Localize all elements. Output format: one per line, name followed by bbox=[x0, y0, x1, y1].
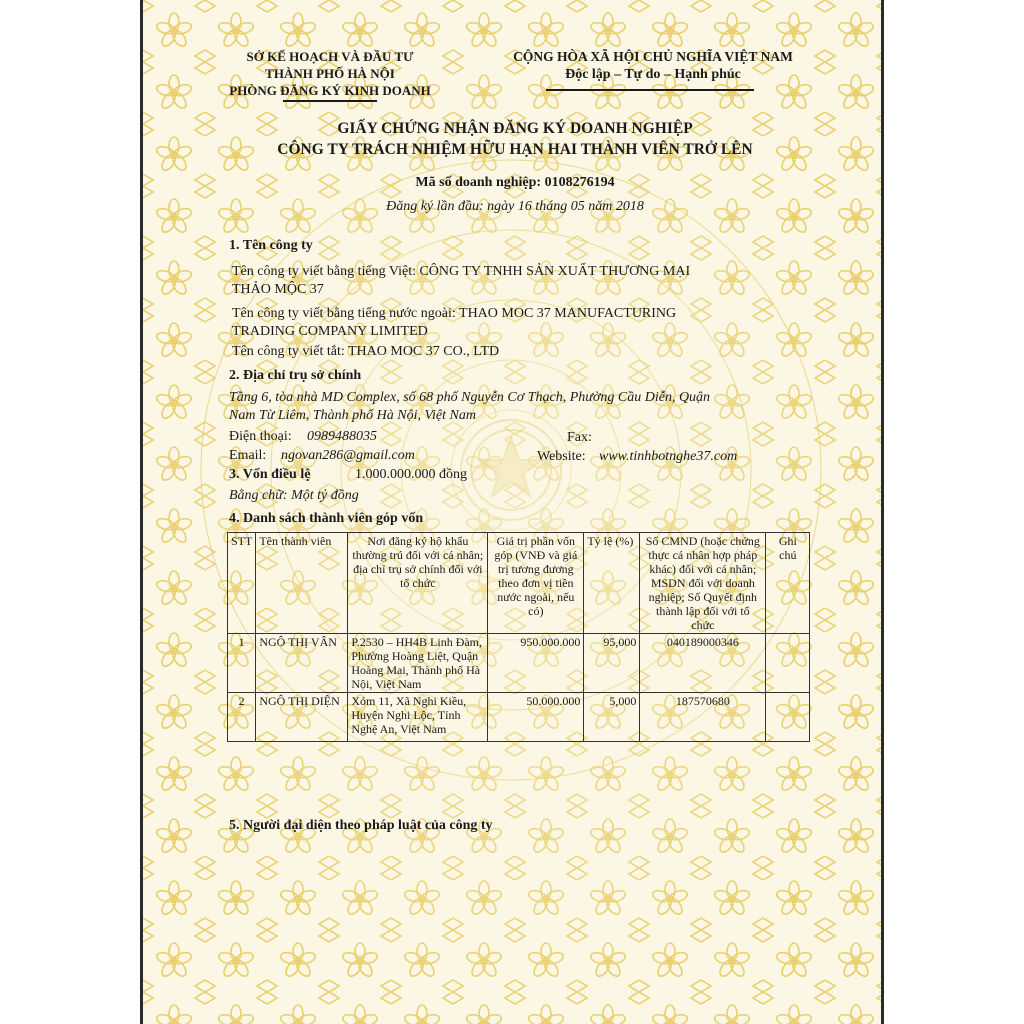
header-left-underline bbox=[283, 100, 377, 102]
member-capital: 950.000.000 bbox=[488, 634, 584, 693]
vietnamese-name-line2: THẢO MỘC 37 bbox=[232, 282, 324, 297]
table-row bbox=[228, 693, 810, 742]
member-id-number: 040189000346 bbox=[640, 634, 766, 693]
member-name: NGÔ THỊ VÂN bbox=[256, 634, 348, 693]
vietnamese-name-line1: Tên công ty viết bằng tiếng Việt: CÔNG TY TNHH SẢN XUẤT THƯƠNG MẠI bbox=[232, 264, 691, 279]
member-note bbox=[766, 634, 810, 693]
section-5-heading: 5. Người đại diện theo pháp luật của công ty bbox=[229, 818, 493, 833]
foreign-name-line2: TRADING COMPANY LIMITED bbox=[232, 324, 428, 339]
member-ratio: 95,000 bbox=[584, 634, 640, 693]
section-1-heading: 1. Tên công ty bbox=[229, 238, 313, 253]
member-capital: 50.000.000 bbox=[488, 693, 584, 742]
issuer-office: PHÒNG ĐĂNG KÝ KINH DOANH bbox=[229, 83, 431, 98]
header-right-underline bbox=[546, 89, 754, 91]
issuer-department: SỞ KẾ HOẠCH VÀ ĐẦU TƯ bbox=[246, 49, 414, 64]
country-name: CỘNG HÒA XÃ HỘI CHỦ NGHĨA VIỆT NAM bbox=[513, 49, 793, 64]
table-row bbox=[228, 634, 810, 693]
email-label: Email: bbox=[229, 448, 267, 463]
phone-value: 0989488035 bbox=[307, 429, 377, 444]
phone-label: Điện thoại: bbox=[229, 429, 292, 444]
website-label: Website: bbox=[537, 449, 586, 464]
column-header: Nơi đăng ký hộ khẩu thường trú đối với cá nhân; địa chỉ trụ sở chính đối với tổ chức bbox=[348, 533, 488, 634]
section-4-heading: 4. Danh sách thành viên góp vốn bbox=[229, 511, 424, 526]
table-header-row bbox=[228, 533, 810, 634]
member-ratio: 5,000 bbox=[584, 693, 640, 742]
member-stt: 1 bbox=[228, 634, 256, 693]
charter-capital-in-words: Bằng chữ: Một tỷ đồng bbox=[229, 488, 359, 503]
column-header: Tỷ lệ (%) bbox=[584, 533, 640, 634]
column-header: Ghi chú bbox=[766, 533, 810, 634]
issuer-city: THÀNH PHỐ HÀ NỘI bbox=[265, 66, 395, 81]
member-address: P.2530 – HH4B Linh Đàm, Phường Hoàng Liệt, Quận Hoàng Mai, Thành phố Hà Nội, Việt Nam bbox=[348, 634, 488, 693]
company-type-title: CÔNG TY TRÁCH NHIỆM HỮU HẠN HAI THÀNH VIÊN TRỞ LÊN bbox=[277, 141, 753, 158]
column-header: Số CMND (hoặc chứng thực cá nhân hợp pháp khác) đối với cá nhân; MSDN đối với doanh nghiệp; Số Quyết định thành lập đối với tổ chức bbox=[640, 533, 766, 634]
email-value: ngovan286@gmail.com bbox=[281, 448, 415, 463]
enterprise-code: Mã số doanh nghiệp: 0108276194 bbox=[415, 175, 615, 190]
column-header: Tên thành viên bbox=[256, 533, 348, 634]
section-3-heading: 3. Vốn điều lệ bbox=[229, 467, 311, 482]
address-line2: Nam Từ Liêm, Thành phố Hà Nội, Việt Nam bbox=[229, 408, 476, 423]
first-registration-date: Đăng ký lần đầu: ngày 16 tháng 05 năm 2018 bbox=[386, 199, 644, 214]
member-name: NGÔ THỊ DIỆN bbox=[256, 693, 348, 742]
certificate-title: GIẤY CHỨNG NHẬN ĐĂNG KÝ DOANH NGHIỆP bbox=[337, 120, 693, 137]
national-motto: Độc lập – Tự do – Hạnh phúc bbox=[565, 67, 741, 82]
certificate-page bbox=[140, 0, 884, 1024]
member-stt: 2 bbox=[228, 693, 256, 742]
member-note bbox=[766, 693, 810, 742]
address-line1: Tầng 6, tòa nhà MD Complex, số 68 phố Nguyễn Cơ Thạch, Phường Cầu Diễn, Quận bbox=[229, 390, 711, 405]
foreign-name-line1: Tên công ty viết bằng tiếng nước ngoài: THAO MOC 37 MANUFACTURING bbox=[232, 306, 677, 321]
member-address: Xóm 11, Xã Nghi Kiều, Huyện Nghi Lộc, Tỉnh Nghệ An, Việt Nam bbox=[348, 693, 488, 742]
section-2-heading: 2. Địa chỉ trụ sở chính bbox=[229, 368, 362, 383]
column-header: Giá trị phần vốn góp (VNĐ và giá trị tương đương theo đơn vị tiền nước ngoài, nếu có) bbox=[488, 533, 584, 634]
members-table bbox=[227, 532, 810, 742]
column-header: STT bbox=[228, 533, 256, 634]
charter-capital-amount: 1.000.000.000 đồng bbox=[355, 467, 467, 482]
website-value: www.tinhbotnghe37.com bbox=[599, 449, 738, 464]
fax-label: Fax: bbox=[567, 430, 592, 445]
short-name: Tên công ty viết tắt: THAO MOC 37 CO., LTD bbox=[232, 344, 500, 359]
member-id-number: 187570680 bbox=[640, 693, 766, 742]
